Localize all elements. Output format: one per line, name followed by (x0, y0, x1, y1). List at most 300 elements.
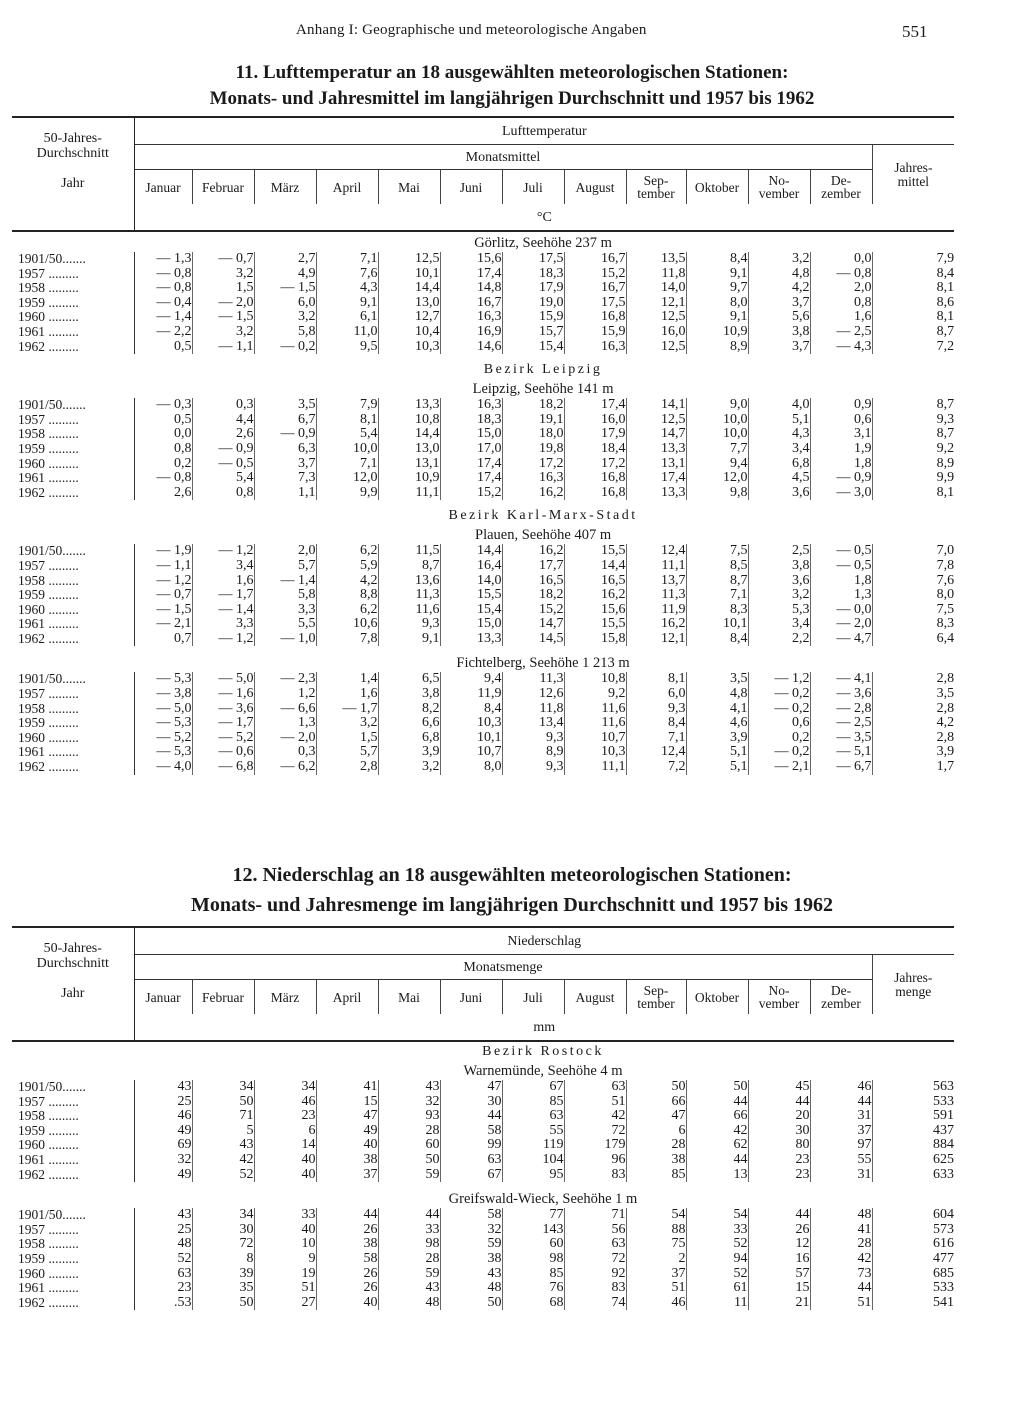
value-cell: 16 (748, 1252, 810, 1267)
value-cell: 76 (502, 1281, 564, 1296)
value-cell: 10,1 (686, 617, 748, 632)
district-heading: Bezirk Leipzig (483, 362, 603, 378)
value-cell: 3,2 (316, 716, 378, 731)
value-cell: 59 (378, 1168, 440, 1183)
value-cell: 96 (564, 1153, 626, 1168)
stub-line2: Durchschnitt (36, 956, 109, 971)
value-cell: 61 (686, 1281, 748, 1296)
value-cell: 16,8 (564, 471, 626, 486)
value-cell: 12,7 (378, 310, 440, 325)
value-cell: 7,7 (686, 442, 748, 457)
table-row (12, 617, 954, 632)
value-cell: 15,7 (502, 325, 564, 340)
value-cell: 11,6 (378, 603, 440, 618)
value-cell: — 1,7 (192, 588, 254, 603)
value-cell: 31 (810, 1109, 872, 1124)
value-cell: 44 (810, 1281, 872, 1296)
value-cell: 9,3 (378, 617, 440, 632)
value-cell: 8,4 (686, 252, 748, 267)
value-cell: 63 (440, 1153, 502, 1168)
value-cell: 50 (378, 1153, 440, 1168)
value-cell: 83 (564, 1281, 626, 1296)
month-header (254, 980, 316, 1015)
value-cell: 19,8 (502, 442, 564, 457)
value-cell: 8,7 (936, 324, 955, 339)
value-cell: 10,8 (378, 413, 440, 428)
value-cell: 6,8 (378, 731, 440, 746)
value-cell: 8,7 (686, 574, 748, 589)
value-cell: — 2,8 (810, 702, 872, 717)
value-cell: 6,2 (316, 544, 378, 559)
value-cell: 2,2 (748, 632, 810, 647)
value-cell: 16,3 (502, 471, 564, 486)
year-cell: 1901/50....... (12, 1208, 134, 1223)
value-cell: — 1,2 (192, 632, 254, 647)
value-cell: — 1,5 (134, 603, 192, 618)
value-cell: 85 (626, 1168, 686, 1183)
value-cell: — 6,6 (254, 702, 316, 717)
year-cell: 1959 ......... (12, 442, 134, 457)
value-cell: — 0,3 (134, 398, 192, 413)
value-cell: — 2,5 (810, 716, 872, 731)
month-header (748, 980, 810, 1015)
stub-header (12, 927, 134, 1014)
value-cell: 15,9 (564, 325, 626, 340)
value-cell: 10,4 (378, 325, 440, 340)
year-cell: 1958 ......... (12, 574, 134, 589)
month-label-part: No- (768, 173, 790, 188)
value-cell: 7,2 (626, 760, 686, 775)
value-cell: 9,3 (626, 702, 686, 717)
value-cell: 9,0 (686, 398, 748, 413)
value-cell: 7,1 (686, 588, 748, 603)
value-cell: 34 (192, 1080, 254, 1095)
value-cell: 8,1 (936, 310, 955, 325)
value-cell: 12,5 (626, 413, 686, 428)
value-cell: 3,2 (378, 760, 440, 775)
value-cell: 47 (626, 1109, 686, 1124)
value-cell: 0,0 (134, 427, 192, 442)
year-cell: 1957 ......... (12, 267, 134, 282)
value-cell: — 0,9 (254, 427, 316, 442)
table-row (12, 296, 954, 311)
value-cell: 77 (502, 1208, 564, 1223)
value-cell: 9,1 (686, 310, 748, 325)
value-cell: 8,1 (316, 413, 378, 428)
value-cell: 9,3 (502, 731, 564, 746)
year-cell: 1960 ......... (12, 731, 134, 746)
month-label-part: zember (821, 996, 861, 1011)
value-cell: — 3,6 (810, 687, 872, 702)
year-cell: 1961 ......... (12, 1281, 134, 1296)
year-cell: 1901/50....... (12, 252, 134, 267)
value-cell: 10,0 (316, 442, 378, 457)
value-cell: — 1,1 (192, 340, 254, 355)
value-cell: 8,7 (936, 427, 955, 442)
value-cell: 58 (440, 1208, 502, 1223)
value-cell: 5,8 (254, 325, 316, 340)
value-cell: 5 (192, 1124, 254, 1139)
table-row (12, 1237, 954, 1252)
value-cell: 14,4 (564, 559, 626, 574)
month-header (316, 170, 378, 205)
month-header (626, 170, 686, 205)
value-cell: — 1,4 (192, 603, 254, 618)
table-row (12, 486, 954, 501)
value-cell: — 6,2 (254, 760, 316, 775)
table-12-title (0, 860, 1024, 920)
value-cell: 51 (564, 1095, 626, 1110)
value-cell: 43 (134, 1080, 192, 1095)
value-cell: 52 (686, 1237, 748, 1252)
value-cell: 38 (316, 1237, 378, 1252)
value-cell: 17,2 (564, 457, 626, 472)
value-cell: 0,8 (192, 486, 254, 501)
value-cell: 26 (748, 1223, 810, 1238)
sub-header: Monatsmittel (134, 145, 872, 170)
value-cell: 8,0 (936, 588, 955, 603)
month-label-part: Februar (202, 179, 244, 195)
value-cell: 13,4 (502, 716, 564, 731)
value-cell: 10,6 (316, 617, 378, 632)
value-cell: 40 (316, 1296, 378, 1311)
month-header (378, 980, 440, 1015)
value-cell: 15,0 (440, 427, 502, 442)
value-cell: 1,3 (254, 716, 316, 731)
group-header: Niederschlag (134, 927, 954, 955)
value-cell: 23 (254, 1109, 316, 1124)
table-row (12, 1153, 954, 1168)
value-cell: 5,3 (748, 603, 810, 618)
value-cell: 19,0 (502, 296, 564, 311)
value-cell: 31 (810, 1168, 872, 1183)
value-cell: 93 (378, 1109, 440, 1124)
value-cell: 4,8 (748, 267, 810, 282)
value-cell: 28 (626, 1138, 686, 1153)
value-cell: 16,0 (626, 325, 686, 340)
value-cell: 884 (933, 1138, 955, 1153)
value-cell: 4,4 (192, 413, 254, 428)
value-cell: 60 (502, 1237, 564, 1252)
value-cell: — 1,5 (192, 310, 254, 325)
value-cell: 8,1 (936, 281, 955, 296)
value-cell: 34 (192, 1208, 254, 1223)
table-row (12, 1223, 954, 1238)
value-cell: — 1,2 (748, 672, 810, 687)
value-cell: 13,0 (378, 296, 440, 311)
table-11-title (0, 60, 1024, 112)
value-cell: 26 (316, 1267, 378, 1282)
value-cell: 0,6 (810, 413, 872, 428)
value-cell: 15,5 (564, 544, 626, 559)
value-cell: 44 (440, 1109, 502, 1124)
month-header (134, 980, 192, 1015)
value-cell: 5,7 (254, 559, 316, 574)
value-cell: 4,3 (316, 281, 378, 296)
value-cell: — 3,8 (134, 687, 192, 702)
value-cell: 3,2 (254, 310, 316, 325)
value-cell: 45 (748, 1080, 810, 1095)
value-cell: 1,6 (810, 310, 872, 325)
value-cell: 8,4 (440, 702, 502, 717)
month-label-part: April (332, 989, 362, 1005)
value-cell: 9,4 (440, 672, 502, 687)
value-cell: 2 (626, 1252, 686, 1267)
value-cell: 67 (502, 1080, 564, 1095)
value-cell: 8,6 (936, 295, 955, 310)
value-cell: 13,7 (626, 574, 686, 589)
value-cell: 38 (440, 1252, 502, 1267)
value-cell: 16,8 (564, 486, 626, 501)
value-cell: 50 (192, 1095, 254, 1110)
value-cell: 88 (626, 1223, 686, 1238)
value-cell: — 2,0 (254, 731, 316, 746)
value-cell: — 5,3 (134, 745, 192, 760)
value-cell: 85 (502, 1095, 564, 1110)
value-cell: 8,1 (626, 672, 686, 687)
value-cell: 23 (748, 1153, 810, 1168)
table-row (12, 1267, 954, 1282)
value-cell: 6,3 (254, 442, 316, 457)
value-cell: 533 (933, 1094, 955, 1109)
page-number: 551 (902, 22, 928, 41)
value-cell: 54 (626, 1208, 686, 1223)
month-header (502, 980, 564, 1015)
value-cell: 119 (502, 1138, 564, 1153)
value-cell: 43 (378, 1281, 440, 1296)
year-cell: 1960 ......... (12, 1138, 134, 1153)
value-cell: 1,5 (316, 731, 378, 746)
month-label-part: tember (637, 996, 675, 1011)
year-cell: 1957 ......... (12, 1095, 134, 1110)
month-header (564, 980, 626, 1015)
value-cell: — 0,7 (192, 252, 254, 267)
value-cell: 8,3 (686, 603, 748, 618)
value-cell: 625 (933, 1152, 955, 1167)
value-cell: 5,7 (316, 745, 378, 760)
value-cell: 3,7 (748, 296, 810, 311)
value-cell: 11,1 (378, 486, 440, 501)
month-label-part: Januar (145, 989, 181, 1005)
value-cell: 15,6 (440, 252, 502, 267)
value-cell: 50 (626, 1080, 686, 1095)
table-row (12, 325, 954, 340)
value-cell: 25 (134, 1095, 192, 1110)
year-cell: 1901/50....... (12, 1080, 134, 1095)
value-cell: — 0,6 (192, 745, 254, 760)
value-cell: 16,2 (626, 617, 686, 632)
district-heading: Bezirk Rostock (482, 1044, 604, 1059)
value-cell: 0,5 (134, 340, 192, 355)
value-cell: 3,9 (686, 731, 748, 746)
value-cell: 12,5 (626, 310, 686, 325)
temperature-table (12, 116, 954, 775)
value-cell: 12 (748, 1237, 810, 1252)
value-cell: 18,3 (440, 413, 502, 428)
value-cell: 39 (192, 1267, 254, 1282)
value-cell: 18,4 (564, 442, 626, 457)
year-cell: 1957 ......... (12, 1223, 134, 1238)
year-cell: 1960 ......... (12, 310, 134, 325)
year-cell: 1901/50....... (12, 672, 134, 687)
value-cell: 3,5 (686, 672, 748, 687)
table-row (12, 632, 954, 647)
month-header (440, 170, 502, 205)
value-cell: 15,2 (440, 486, 502, 501)
month-label-part: Januar (145, 179, 181, 195)
value-cell: 4,0 (748, 398, 810, 413)
value-cell: 11,1 (626, 559, 686, 574)
table-row (12, 672, 954, 687)
value-cell: — 1,2 (134, 574, 192, 589)
value-cell: 13,0 (378, 442, 440, 457)
value-cell: 7,8 (936, 558, 955, 573)
month-header (564, 170, 626, 205)
value-cell: 7,5 (686, 544, 748, 559)
value-cell: — 1,9 (134, 544, 192, 559)
table-row (12, 267, 954, 282)
value-cell: 59 (378, 1267, 440, 1282)
value-cell: 50 (440, 1296, 502, 1311)
year-cell: 1962 ......... (12, 340, 134, 355)
value-cell: 5,1 (686, 760, 748, 775)
value-cell: 16,4 (440, 559, 502, 574)
value-cell: — 5,1 (810, 745, 872, 760)
value-cell: 16,5 (502, 574, 564, 589)
value-cell: 5,5 (254, 617, 316, 632)
value-cell: 8,9 (936, 456, 955, 471)
month-header (254, 170, 316, 205)
value-cell: 94 (686, 1252, 748, 1267)
value-cell: — 5,0 (192, 672, 254, 687)
value-cell: 41 (316, 1080, 378, 1095)
value-cell: 12,4 (626, 745, 686, 760)
table-row (12, 1080, 954, 1095)
value-cell: — 5,2 (134, 731, 192, 746)
stub-line3: Jahr (61, 986, 85, 1001)
month-label-part: August (575, 989, 615, 1005)
value-cell: 14,6 (440, 340, 502, 355)
value-cell: 11,8 (626, 267, 686, 282)
value-cell: 66 (626, 1095, 686, 1110)
table-row (12, 442, 954, 457)
month-label-part: No- (768, 983, 790, 998)
month-label-part: April (332, 179, 362, 195)
value-cell: 1,6 (192, 574, 254, 589)
value-cell: 6,1 (316, 310, 378, 325)
value-cell: 7,6 (316, 267, 378, 282)
value-cell: — 1,0 (254, 632, 316, 647)
year-cell: 1961 ......... (12, 745, 134, 760)
value-cell: 17,4 (440, 267, 502, 282)
month-header (378, 170, 440, 205)
value-cell: 11,5 (378, 544, 440, 559)
table-row (12, 745, 954, 760)
value-cell: 13,6 (378, 574, 440, 589)
value-cell: 14,5 (502, 632, 564, 647)
value-cell: 21 (748, 1296, 810, 1311)
value-cell: 42 (810, 1252, 872, 1267)
value-cell: 12,0 (316, 471, 378, 486)
value-cell: 16,0 (564, 413, 626, 428)
month-header (134, 170, 192, 205)
value-cell: — 2,5 (810, 325, 872, 340)
value-cell: 11,3 (502, 672, 564, 687)
value-cell: 10,7 (440, 745, 502, 760)
value-cell: 17,4 (440, 471, 502, 486)
month-label-part: Sep- (643, 173, 669, 188)
value-cell: 85 (502, 1267, 564, 1282)
value-cell: 98 (502, 1252, 564, 1267)
value-cell: 74 (564, 1296, 626, 1311)
value-cell: — 1,1 (134, 559, 192, 574)
table-row (12, 1095, 954, 1110)
value-cell: 13,5 (626, 252, 686, 267)
month-label-part: Mai (398, 989, 420, 1005)
value-cell: — 2,0 (810, 617, 872, 632)
value-cell: 8,4 (936, 266, 955, 281)
value-cell: 7,9 (936, 252, 955, 266)
value-cell: 1,6 (316, 687, 378, 702)
value-cell: 3,4 (748, 442, 810, 457)
value-cell: — 2,3 (254, 672, 316, 687)
value-cell: 143 (502, 1223, 564, 1238)
value-cell: 1,4 (316, 672, 378, 687)
value-cell: 616 (933, 1237, 955, 1252)
station-heading: Leipzig, Seehöhe 141 m (472, 381, 614, 398)
value-cell: 8,2 (378, 702, 440, 717)
value-cell: — 0,8 (134, 471, 192, 486)
value-cell: 16,7 (564, 281, 626, 296)
value-cell: 10,9 (686, 325, 748, 340)
value-cell: 32 (378, 1095, 440, 1110)
year-cell: 1962 ......... (12, 1168, 134, 1183)
annual-header (872, 145, 954, 205)
table-row (12, 310, 954, 325)
value-cell: 44 (316, 1208, 378, 1223)
table-row (12, 1109, 954, 1124)
value-cell: 3,5 (254, 398, 316, 413)
value-cell: 179 (564, 1138, 626, 1153)
value-cell: 47 (440, 1080, 502, 1095)
table-row (12, 588, 954, 603)
value-cell: 7,3 (254, 471, 316, 486)
value-cell: 63 (564, 1237, 626, 1252)
month-header (192, 170, 254, 205)
year-cell: 1962 ......... (12, 632, 134, 647)
value-cell: 13,1 (378, 457, 440, 472)
value-cell: — 0,8 (134, 267, 192, 282)
value-cell: 9,9 (936, 471, 955, 486)
value-cell: 48 (810, 1208, 872, 1223)
stub-header (12, 117, 134, 204)
value-cell: 8,1 (936, 485, 955, 500)
value-cell: 5,9 (316, 559, 378, 574)
value-cell: — 2,0 (192, 296, 254, 311)
value-cell: 12,4 (626, 544, 686, 559)
value-cell: 11,6 (564, 716, 626, 731)
value-cell: 4,2 (936, 716, 955, 731)
value-cell: 4,9 (254, 267, 316, 282)
year-cell: 1958 ......... (12, 1237, 134, 1252)
value-cell: 6,6 (378, 716, 440, 731)
value-cell: 9,3 (502, 760, 564, 775)
value-cell: 12,6 (502, 687, 564, 702)
value-cell: 63 (134, 1267, 192, 1282)
value-cell: 0,8 (134, 442, 192, 457)
value-cell: 15 (316, 1095, 378, 1110)
value-cell: 23 (748, 1168, 810, 1183)
